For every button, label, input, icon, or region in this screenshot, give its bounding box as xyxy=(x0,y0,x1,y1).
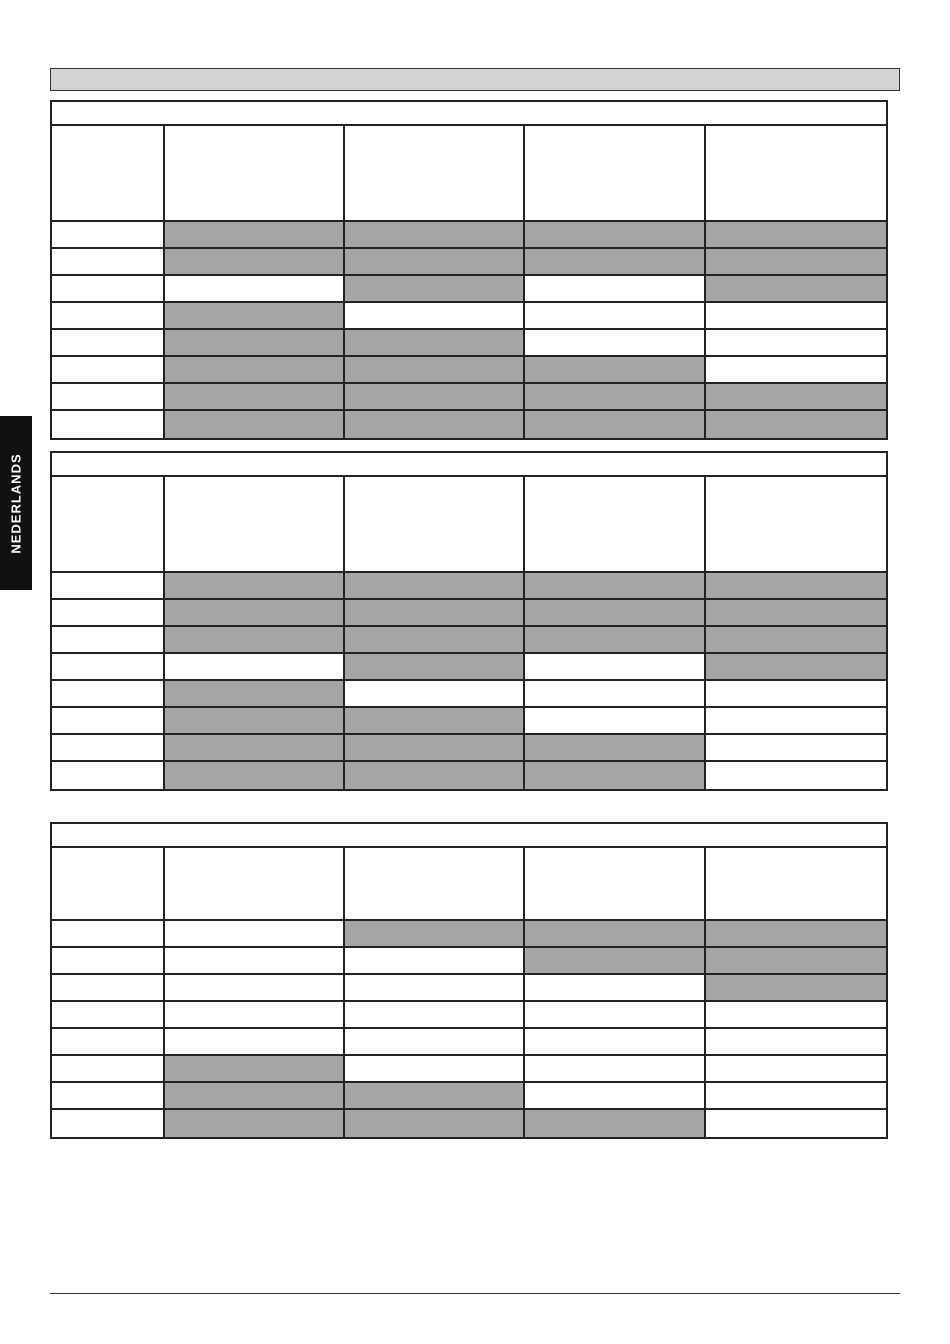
header-cell xyxy=(165,126,345,220)
row-label-cell xyxy=(52,921,165,946)
shaded-cell xyxy=(345,222,525,247)
shaded-cell xyxy=(345,573,525,598)
empty-cell xyxy=(525,1083,705,1108)
shaded-cell xyxy=(345,276,525,301)
table-body xyxy=(52,222,886,438)
shaded-cell xyxy=(165,1056,345,1081)
table-row xyxy=(52,1002,886,1029)
shaded-cell xyxy=(345,762,525,789)
shaded-cell xyxy=(706,411,886,438)
table-body xyxy=(52,573,886,789)
shaded-cell xyxy=(165,249,345,274)
table-row xyxy=(52,1056,886,1083)
shaded-cell xyxy=(345,1083,525,1108)
shaded-cell xyxy=(345,654,525,679)
table-row xyxy=(52,921,886,948)
table-title-row xyxy=(52,102,886,126)
section-header-bar xyxy=(50,68,900,91)
empty-cell xyxy=(345,1002,525,1027)
empty-cell xyxy=(525,1029,705,1054)
table-body xyxy=(52,921,886,1137)
shaded-cell xyxy=(706,654,886,679)
shaded-cell xyxy=(706,573,886,598)
shaded-cell xyxy=(525,384,705,409)
row-label-cell xyxy=(52,681,165,706)
table-row xyxy=(52,384,886,411)
table-row xyxy=(52,681,886,708)
empty-cell xyxy=(345,1056,525,1081)
shaded-cell xyxy=(345,330,525,355)
table-row xyxy=(52,276,886,303)
empty-cell xyxy=(165,1002,345,1027)
header-cell xyxy=(706,848,886,919)
shaded-cell xyxy=(525,1110,705,1137)
shaded-cell xyxy=(345,627,525,652)
row-label-cell xyxy=(52,411,165,438)
empty-cell xyxy=(706,1002,886,1027)
header-cell xyxy=(525,848,705,919)
row-label-cell xyxy=(52,1083,165,1108)
row-label-cell xyxy=(52,330,165,355)
empty-cell xyxy=(706,708,886,733)
shaded-cell xyxy=(525,948,705,973)
table-row xyxy=(52,222,886,249)
shaded-cell xyxy=(525,762,705,789)
empty-cell xyxy=(165,948,345,973)
table-row xyxy=(52,1083,886,1110)
shaded-cell xyxy=(165,1083,345,1108)
table-row xyxy=(52,948,886,975)
row-label-cell xyxy=(52,627,165,652)
row-label-cell xyxy=(52,384,165,409)
shaded-cell xyxy=(706,222,886,247)
shaded-cell xyxy=(165,330,345,355)
table-row xyxy=(52,627,886,654)
table-row xyxy=(52,735,886,762)
empty-cell xyxy=(525,654,705,679)
shaded-cell xyxy=(165,222,345,247)
language-side-tab xyxy=(0,416,32,590)
empty-cell xyxy=(706,1083,886,1108)
empty-cell xyxy=(706,762,886,789)
header-cell xyxy=(165,477,345,571)
table-row xyxy=(52,708,886,735)
row-label-cell xyxy=(52,762,165,789)
shaded-cell xyxy=(345,735,525,760)
empty-cell xyxy=(525,708,705,733)
shaded-cell xyxy=(165,708,345,733)
table-row xyxy=(52,303,886,330)
shaded-cell xyxy=(706,948,886,973)
row-label-cell xyxy=(52,948,165,973)
shaded-cell xyxy=(165,411,345,438)
shaded-cell xyxy=(706,627,886,652)
grid-table-3 xyxy=(50,822,888,1139)
empty-cell xyxy=(525,681,705,706)
empty-cell xyxy=(345,1029,525,1054)
footer-rule xyxy=(50,1293,900,1294)
empty-cell xyxy=(525,330,705,355)
row-label-cell xyxy=(52,357,165,382)
row-label-cell xyxy=(52,1029,165,1054)
shaded-cell xyxy=(165,357,345,382)
shaded-cell xyxy=(165,600,345,625)
empty-cell xyxy=(706,330,886,355)
shaded-cell xyxy=(525,573,705,598)
table-row xyxy=(52,975,886,1002)
empty-cell xyxy=(345,948,525,973)
header-cell xyxy=(345,477,525,571)
table-row xyxy=(52,600,886,627)
shaded-cell xyxy=(345,708,525,733)
shaded-cell xyxy=(165,1110,345,1137)
empty-cell xyxy=(165,276,345,301)
row-label-cell xyxy=(52,573,165,598)
shaded-cell xyxy=(525,921,705,946)
shaded-cell xyxy=(345,921,525,946)
header-cell xyxy=(706,477,886,571)
empty-cell xyxy=(165,921,345,946)
empty-cell xyxy=(525,975,705,1000)
row-label-cell xyxy=(52,600,165,625)
shaded-cell xyxy=(165,681,345,706)
empty-cell xyxy=(525,1056,705,1081)
table-row xyxy=(52,573,886,600)
shaded-cell xyxy=(165,384,345,409)
row-label-cell xyxy=(52,708,165,733)
shaded-cell xyxy=(525,600,705,625)
shaded-cell xyxy=(165,627,345,652)
row-label-cell xyxy=(52,1056,165,1081)
table-header-row xyxy=(52,848,886,921)
empty-cell xyxy=(706,735,886,760)
shaded-cell xyxy=(706,921,886,946)
grid-table-1 xyxy=(50,100,888,440)
shaded-cell xyxy=(345,249,525,274)
header-cell xyxy=(52,848,165,919)
grid-table-2 xyxy=(50,451,888,791)
row-label-cell xyxy=(52,249,165,274)
table-title-row xyxy=(52,453,886,477)
shaded-cell xyxy=(165,735,345,760)
shaded-cell xyxy=(706,384,886,409)
table-row xyxy=(52,654,886,681)
table-header-row xyxy=(52,477,886,573)
row-label-cell xyxy=(52,1110,165,1137)
table-row xyxy=(52,411,886,438)
header-cell xyxy=(52,126,165,220)
header-cell xyxy=(345,848,525,919)
header-cell xyxy=(525,477,705,571)
row-label-cell xyxy=(52,975,165,1000)
row-label-cell xyxy=(52,735,165,760)
table-row xyxy=(52,1029,886,1056)
shaded-cell xyxy=(165,762,345,789)
shaded-cell xyxy=(165,573,345,598)
shaded-cell xyxy=(525,627,705,652)
row-label-cell xyxy=(52,1002,165,1027)
empty-cell xyxy=(706,681,886,706)
shaded-cell xyxy=(525,735,705,760)
empty-cell xyxy=(165,975,345,1000)
table-row xyxy=(52,357,886,384)
empty-cell xyxy=(525,276,705,301)
empty-cell xyxy=(345,681,525,706)
shaded-cell xyxy=(706,276,886,301)
empty-cell xyxy=(345,975,525,1000)
empty-cell xyxy=(525,303,705,328)
table-header-row xyxy=(52,126,886,222)
empty-cell xyxy=(706,1029,886,1054)
header-cell xyxy=(165,848,345,919)
table-title-row xyxy=(52,824,886,848)
empty-cell xyxy=(345,303,525,328)
empty-cell xyxy=(706,1110,886,1137)
shaded-cell xyxy=(345,357,525,382)
header-cell xyxy=(525,126,705,220)
empty-cell xyxy=(706,1056,886,1081)
shaded-cell xyxy=(345,411,525,438)
row-label-cell xyxy=(52,222,165,247)
header-cell xyxy=(345,126,525,220)
table-row xyxy=(52,330,886,357)
row-label-cell xyxy=(52,303,165,328)
shaded-cell xyxy=(345,600,525,625)
table-row xyxy=(52,1110,886,1137)
shaded-cell xyxy=(345,384,525,409)
shaded-cell xyxy=(525,411,705,438)
empty-cell xyxy=(165,654,345,679)
shaded-cell xyxy=(525,357,705,382)
table-row xyxy=(52,249,886,276)
shaded-cell xyxy=(525,222,705,247)
shaded-cell xyxy=(525,249,705,274)
empty-cell xyxy=(706,303,886,328)
language-label: NEDERLANDS xyxy=(8,452,24,554)
shaded-cell xyxy=(706,249,886,274)
empty-cell xyxy=(525,1002,705,1027)
shaded-cell xyxy=(706,975,886,1000)
row-label-cell xyxy=(52,654,165,679)
shaded-cell xyxy=(706,600,886,625)
shaded-cell xyxy=(345,1110,525,1137)
row-label-cell xyxy=(52,276,165,301)
table-row xyxy=(52,762,886,789)
empty-cell xyxy=(706,357,886,382)
header-cell xyxy=(52,477,165,571)
header-cell xyxy=(706,126,886,220)
empty-cell xyxy=(165,1029,345,1054)
shaded-cell xyxy=(165,303,345,328)
